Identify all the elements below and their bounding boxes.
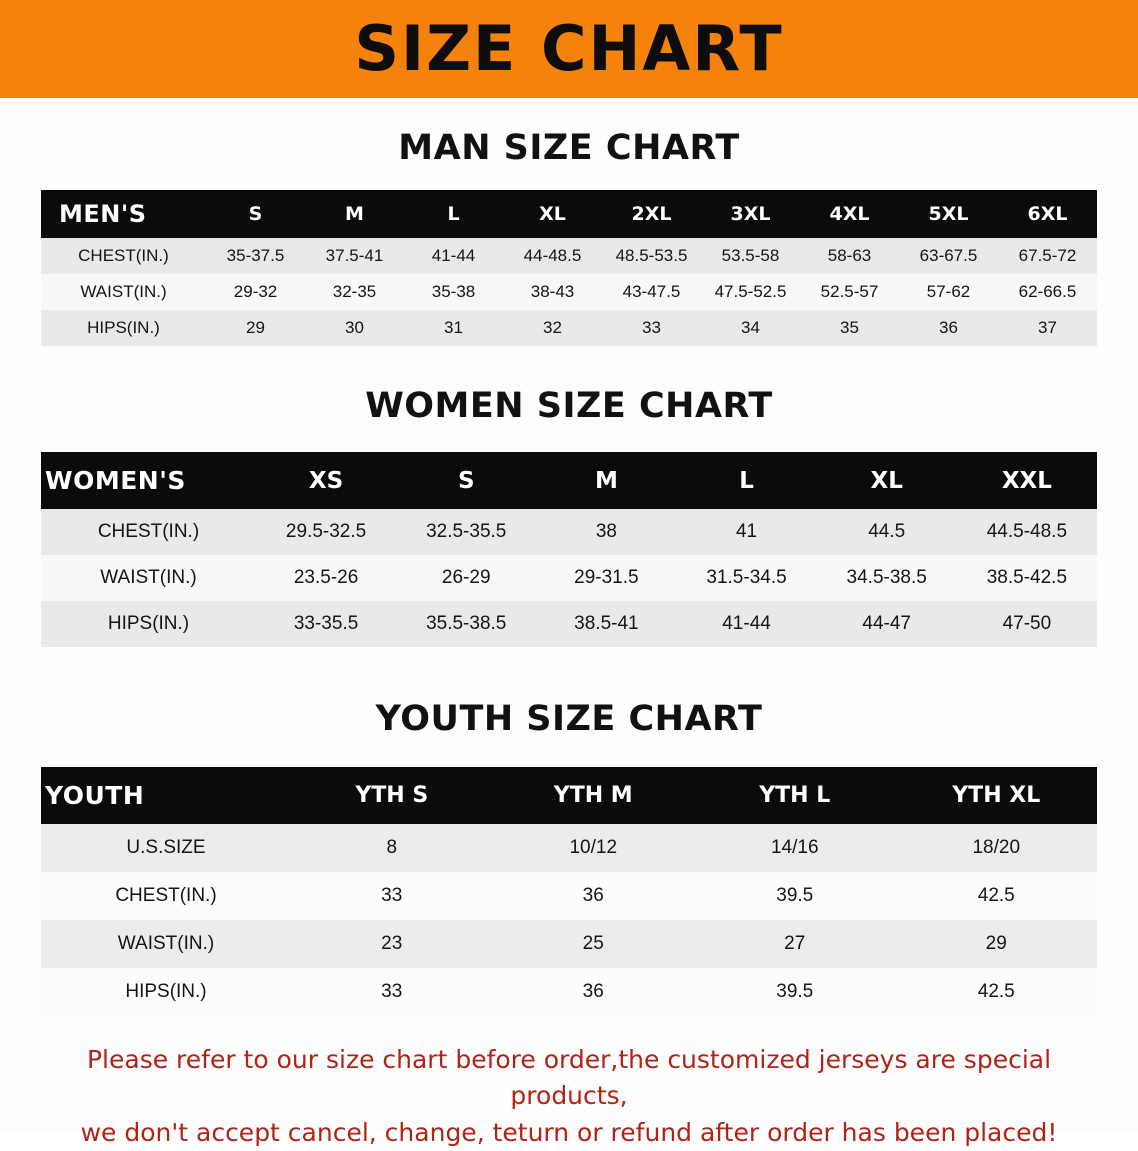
cell: 33-35.5 — [256, 601, 396, 647]
column-header: XS — [256, 452, 396, 509]
cell: 32-35 — [305, 274, 404, 310]
cell: 43-47.5 — [602, 274, 701, 310]
table-row — [41, 555, 1097, 601]
page-banner — [0, 0, 1138, 98]
cell: 33 — [602, 310, 701, 346]
table-header-row — [41, 767, 1097, 824]
cell: 44.5-48.5 — [957, 509, 1097, 555]
cell: 37 — [998, 310, 1097, 346]
table-header-row — [41, 190, 1097, 238]
cell: 36 — [493, 872, 695, 920]
column-header: M — [305, 190, 404, 238]
column-header: WOMEN'S — [41, 452, 256, 509]
women-section-heading: WOMEN SIZE CHART — [365, 386, 773, 426]
cell: 26-29 — [396, 555, 536, 601]
cell: 8 — [291, 824, 493, 872]
column-header: L — [404, 190, 503, 238]
cell: 36 — [899, 310, 998, 346]
cell: 18/20 — [896, 824, 1098, 872]
women-table-wrap — [41, 452, 1097, 647]
cell: 52.5-57 — [800, 274, 899, 310]
cell: 48.5-53.5 — [602, 238, 701, 274]
table-row — [41, 872, 1097, 920]
cell: 63-67.5 — [899, 238, 998, 274]
cell: 35-38 — [404, 274, 503, 310]
cell: 39.5 — [694, 872, 896, 920]
table-header-row — [41, 452, 1097, 509]
cell: 41 — [676, 509, 816, 555]
cell: 38 — [536, 509, 676, 555]
cell: 35.5-38.5 — [396, 601, 536, 647]
row-label: CHEST(IN.) — [41, 238, 206, 274]
cell: 62-66.5 — [998, 274, 1097, 310]
disclaimer-line-1: Please refer to our size chart before order,the customized jerseys are special products, — [86, 1045, 1052, 1111]
youth-size-table — [41, 767, 1097, 1016]
cell: 38.5-42.5 — [957, 555, 1097, 601]
cell: 31.5-34.5 — [676, 555, 816, 601]
row-label: HIPS(IN.) — [41, 968, 291, 1016]
cell: 44-47 — [817, 601, 957, 647]
table-row — [41, 238, 1097, 274]
cell: 32 — [503, 310, 602, 346]
youth-table-wrap — [41, 767, 1097, 1016]
row-label: WAIST(IN.) — [41, 555, 256, 601]
row-label: U.S.SIZE — [41, 824, 291, 872]
cell: 29 — [896, 920, 1098, 968]
man-size-table — [41, 190, 1097, 346]
man-section-heading: MAN SIZE CHART — [398, 128, 740, 168]
cell: 23 — [291, 920, 493, 968]
column-header: 5XL — [899, 190, 998, 238]
column-header: S — [396, 452, 536, 509]
cell: 38-43 — [503, 274, 602, 310]
cell: 67.5-72 — [998, 238, 1097, 274]
cell: 34.5-38.5 — [817, 555, 957, 601]
cell: 42.5 — [896, 968, 1098, 1016]
cell: 29.5-32.5 — [256, 509, 396, 555]
column-header: 2XL — [602, 190, 701, 238]
table-row — [41, 310, 1097, 346]
cell: 41-44 — [676, 601, 816, 647]
cell: 42.5 — [896, 872, 1098, 920]
cell: 36 — [493, 968, 695, 1016]
cell: 27 — [694, 920, 896, 968]
row-label: HIPS(IN.) — [41, 310, 206, 346]
table-row — [41, 824, 1097, 872]
cell: 30 — [305, 310, 404, 346]
cell: 47-50 — [957, 601, 1097, 647]
column-header: 3XL — [701, 190, 800, 238]
column-header: YTH L — [694, 767, 896, 824]
column-header: YTH XL — [896, 767, 1098, 824]
column-header: YTH M — [493, 767, 695, 824]
disclaimer-line-2: we don't accept cancel, change, teturn or refund after order has been placed! — [80, 1117, 1058, 1147]
disclaimer-note — [39, 1042, 1099, 1151]
cell: 44-48.5 — [503, 238, 602, 274]
cell: 29-32 — [206, 274, 305, 310]
column-header: XL — [817, 452, 957, 509]
cell: 33 — [291, 968, 493, 1016]
row-label: WAIST(IN.) — [41, 274, 206, 310]
cell: 38.5-41 — [536, 601, 676, 647]
cell: 44.5 — [817, 509, 957, 555]
column-header: XXL — [957, 452, 1097, 509]
cell: 31 — [404, 310, 503, 346]
table-row — [41, 920, 1097, 968]
column-header: YOUTH — [41, 767, 291, 824]
cell: 33 — [291, 872, 493, 920]
cell: 39.5 — [694, 968, 896, 1016]
cell: 37.5-41 — [305, 238, 404, 274]
column-header: YTH S — [291, 767, 493, 824]
cell: 47.5-52.5 — [701, 274, 800, 310]
row-label: HIPS(IN.) — [41, 601, 256, 647]
column-header: XL — [503, 190, 602, 238]
cell: 14/16 — [694, 824, 896, 872]
table-row — [41, 274, 1097, 310]
cell: 29-31.5 — [536, 555, 676, 601]
cell: 41-44 — [404, 238, 503, 274]
table-row — [41, 509, 1097, 555]
page-title: SIZE CHART — [354, 12, 784, 85]
row-label: WAIST(IN.) — [41, 920, 291, 968]
cell: 29 — [206, 310, 305, 346]
man-table-wrap — [41, 190, 1097, 346]
table-row — [41, 968, 1097, 1016]
column-header: 4XL — [800, 190, 899, 238]
table-row — [41, 601, 1097, 647]
cell: 53.5-58 — [701, 238, 800, 274]
cell: 34 — [701, 310, 800, 346]
column-header: S — [206, 190, 305, 238]
column-header: M — [536, 452, 676, 509]
cell: 25 — [493, 920, 695, 968]
row-label: CHEST(IN.) — [41, 872, 291, 920]
column-header: MEN'S — [41, 190, 206, 238]
column-header: L — [676, 452, 816, 509]
cell: 35-37.5 — [206, 238, 305, 274]
cell: 23.5-26 — [256, 555, 396, 601]
cell: 58-63 — [800, 238, 899, 274]
cell: 57-62 — [899, 274, 998, 310]
column-header: 6XL — [998, 190, 1097, 238]
cell: 35 — [800, 310, 899, 346]
cell: 10/12 — [493, 824, 695, 872]
row-label: CHEST(IN.) — [41, 509, 256, 555]
youth-section-heading: YOUTH SIZE CHART — [375, 699, 763, 739]
cell: 32.5-35.5 — [396, 509, 536, 555]
women-size-table — [41, 452, 1097, 647]
